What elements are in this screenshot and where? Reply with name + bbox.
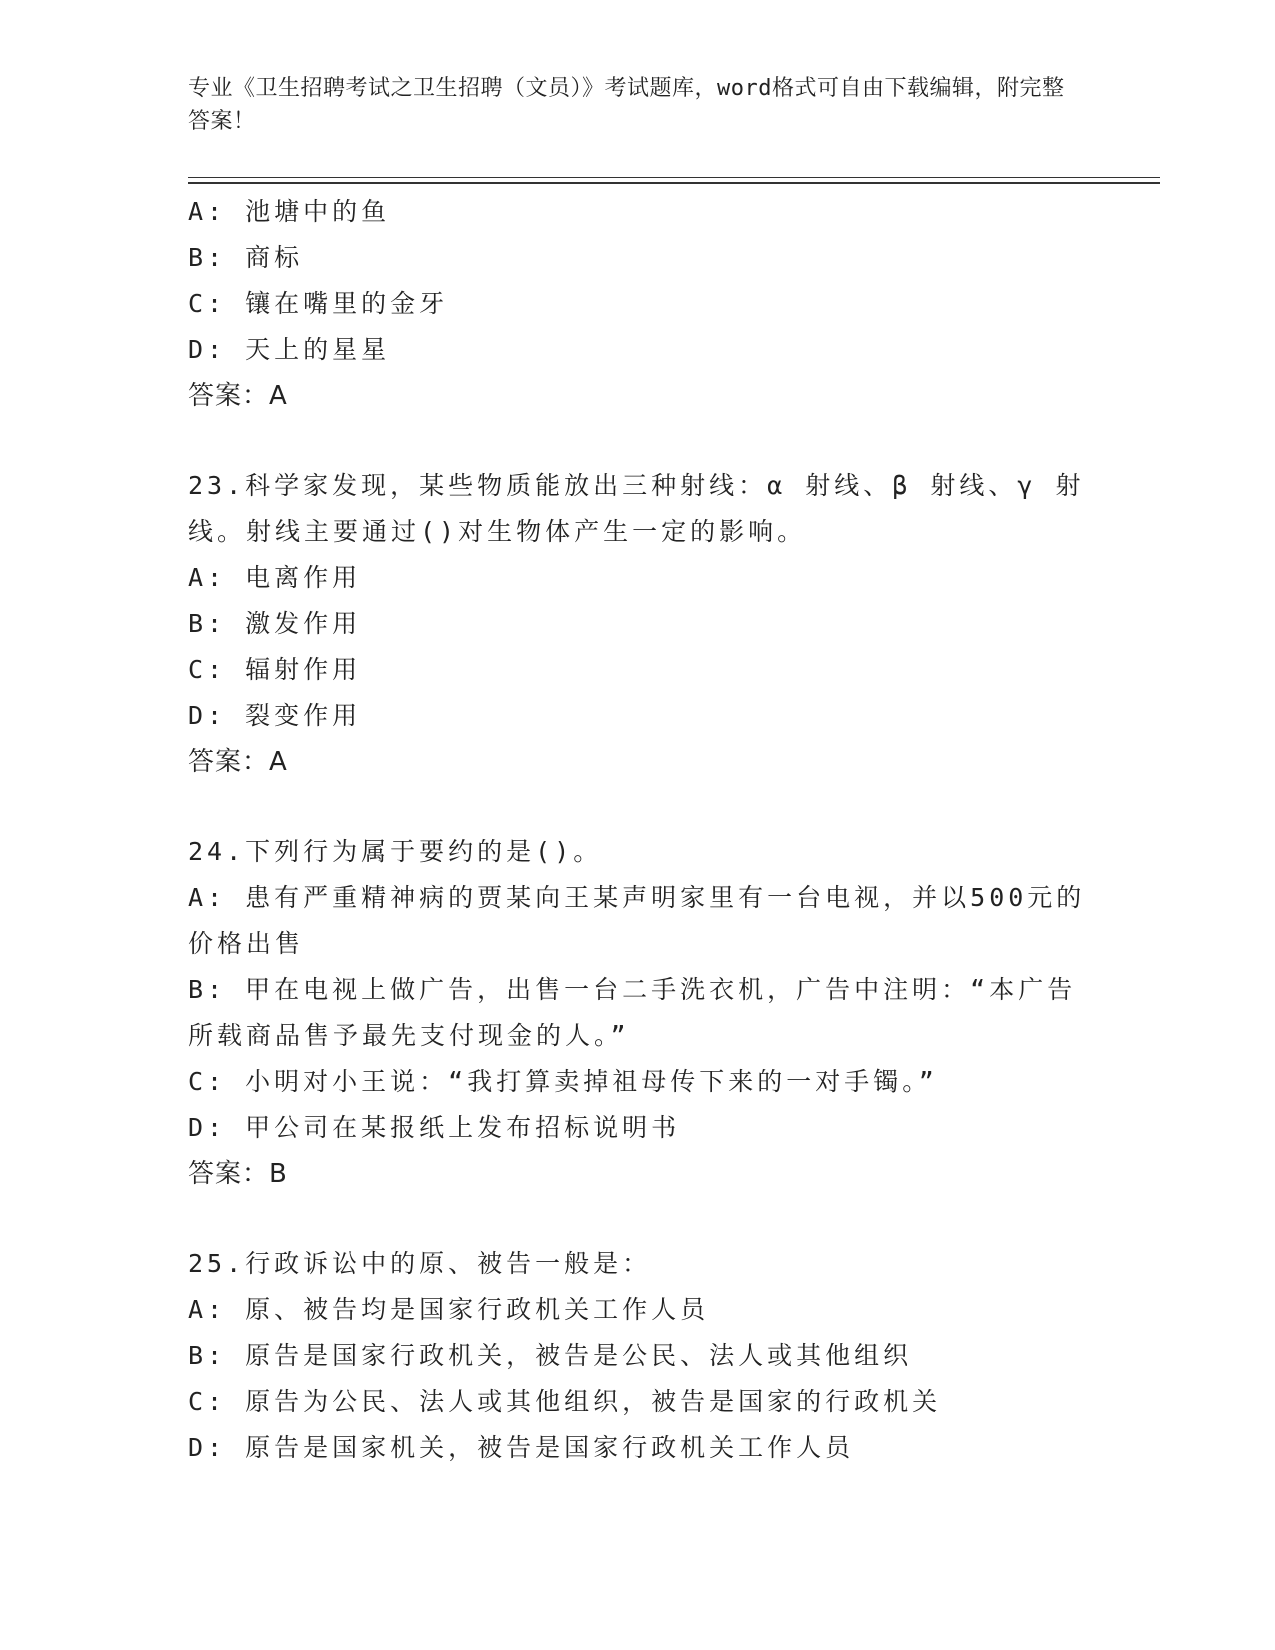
- q24-option-d: D: 甲公司在某报纸上发布招标说明书: [188, 1113, 681, 1142]
- question-22-block: [188, 189, 1088, 419]
- header-divider-bottom: [188, 182, 1160, 184]
- document-body: [188, 189, 1088, 1471]
- q23-option-d: D: 裂变作用: [188, 701, 362, 730]
- q24-option-b-line-2: 所载商品售予最先支付现金的人。”: [188, 1021, 630, 1050]
- q25-option-d: D: 原告是国家机关，被告是国家行政机关工作人员: [188, 1433, 855, 1462]
- q22-option-d: D: 天上的星星: [188, 335, 391, 364]
- q25-question: 25.行政诉讼中的原、被告一般是：: [188, 1249, 652, 1278]
- q23-option-a: A: 电离作用: [188, 563, 362, 592]
- q25-option-c: C: 原告为公民、法人或其他组织，被告是国家的行政机关: [188, 1387, 942, 1416]
- q24-answer: 答案：B: [188, 1159, 288, 1189]
- q23-option-c: C: 辐射作用: [188, 655, 362, 684]
- q24-option-c: C: 小明对小王说：“我打算卖掉祖母传下来的一对手镯。”: [188, 1067, 938, 1096]
- header-divider-top: [188, 177, 1160, 178]
- q23-option-b: B: 激发作用: [188, 609, 362, 638]
- q23-question-line-1: 23.科学家发现，某些物质能放出三种射线：α 射线、β 射线、γ 射: [188, 471, 1085, 500]
- q24-option-b-line-1: B: 甲在电视上做广告，出售一台二手洗衣机，广告中注明：“本广告: [188, 975, 1077, 1004]
- question-24-block: [188, 829, 1088, 1197]
- q23-answer: 答案：A: [188, 747, 288, 777]
- question-23-block: [188, 463, 1088, 785]
- q22-option-a: A: 池塘中的鱼: [188, 197, 391, 226]
- q22-option-b: B: 商标: [188, 243, 304, 272]
- q22-answer: 答案：A: [188, 381, 288, 411]
- spacer: [188, 1197, 1088, 1241]
- question-25-block: [188, 1241, 1088, 1471]
- q24-option-a-line-2: 价格出售: [188, 929, 305, 958]
- q24-option-a-line-1: A: 患有严重精神病的贾某向王某声明家里有一台电视，并以500元的: [188, 883, 1086, 912]
- spacer: [188, 419, 1088, 463]
- q25-option-b: B: 原告是国家行政机关，被告是公民、法人或其他组织: [188, 1341, 913, 1370]
- spacer: [188, 785, 1088, 829]
- q23-question-line-2: 线。射线主要通过()对生物体产生一定的影响。: [188, 517, 807, 546]
- document-header: 专业《卫生招聘考试之卫生招聘（文员）》考试题库，word格式可自由下载编辑，附完整答案！: [188, 76, 1065, 134]
- q25-option-a: A: 原、被告均是国家行政机关工作人员: [188, 1295, 710, 1324]
- q24-question: 24.下列行为属于要约的是()。: [188, 837, 603, 866]
- q22-option-c: C: 镶在嘴里的金牙: [188, 289, 449, 318]
